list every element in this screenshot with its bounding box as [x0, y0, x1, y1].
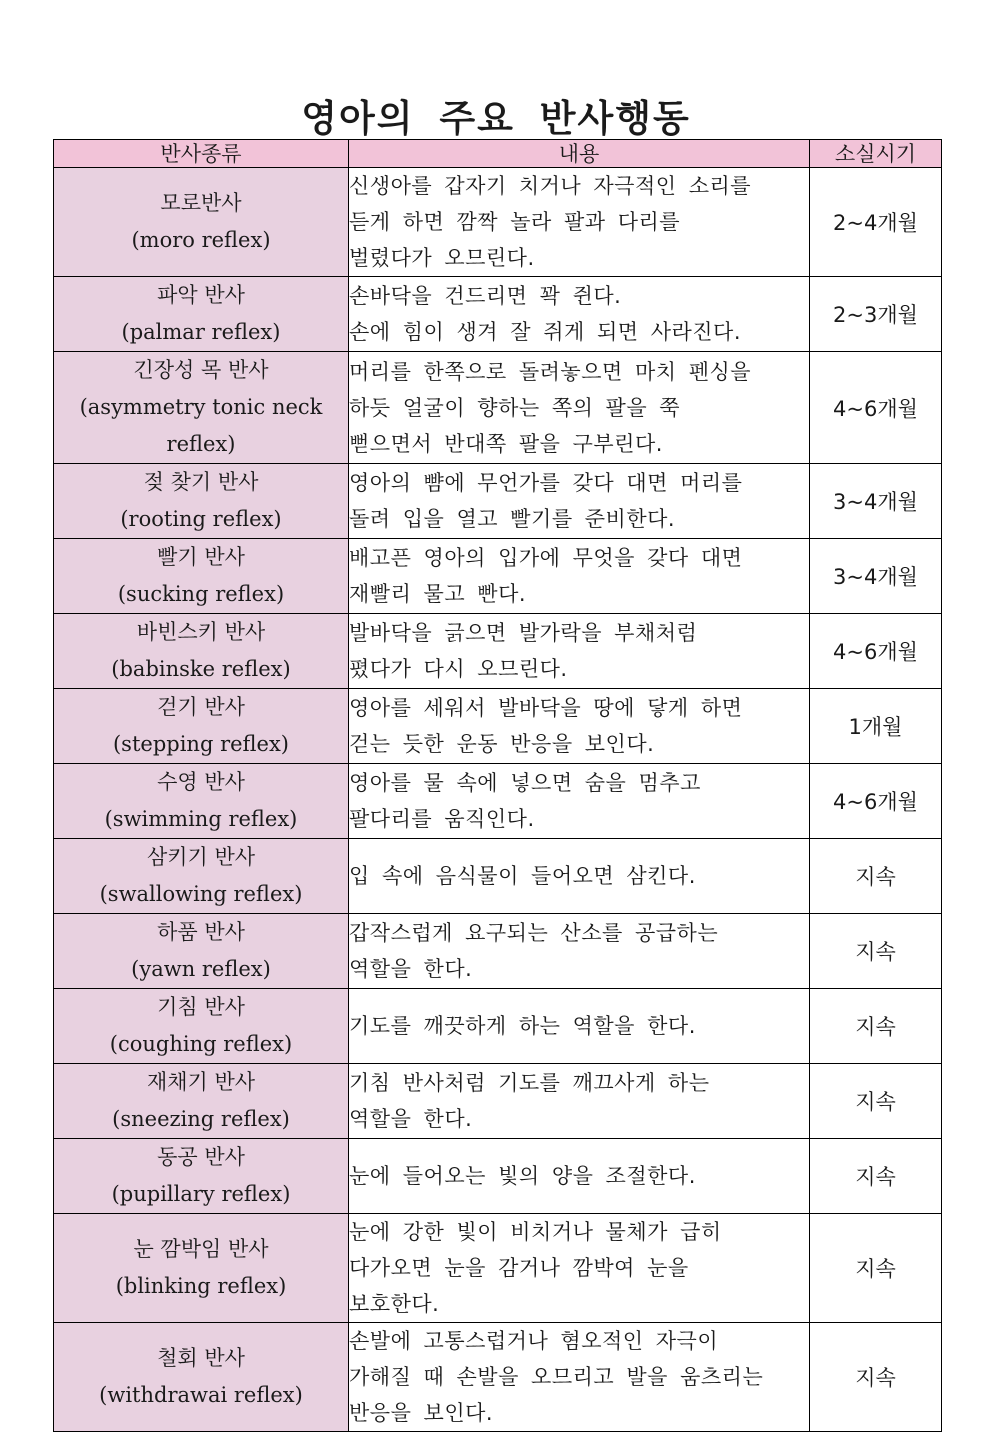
reflex-description-cell — [349, 1323, 810, 1432]
description-line: 발바닥을 긁으면 발가락을 부채처럼 — [349, 621, 698, 645]
table-row — [54, 1214, 942, 1323]
disappearance-period-cell: 4~6개월 — [810, 764, 942, 839]
table-row — [54, 1323, 942, 1432]
disappearance-period-cell: 4~6개월 — [810, 614, 942, 689]
reflex-type-cell — [54, 168, 349, 277]
description-line: 눈에 강한 빛이 비치거나 물체가 급히 — [349, 1220, 722, 1244]
description-line: 신생아를 갑자기 치거나 자극적인 소리를 — [349, 174, 752, 198]
disappearance-period-cell: 지속 — [810, 1064, 942, 1139]
reflex-description-cell — [349, 614, 810, 689]
description-line: 역할을 한다. — [349, 957, 473, 981]
description-line: 폈다가 다시 오므린다. — [349, 657, 568, 681]
reflex-description-cell — [349, 539, 810, 614]
description-line: 영아의 뺨에 무언가를 갖다 대면 머리를 — [349, 471, 743, 495]
reflex-type-cell — [54, 1064, 349, 1139]
disappearance-period-cell: 1개월 — [810, 689, 942, 764]
table-row — [54, 1139, 942, 1214]
description-line: 걷는 듯한 운동 반응을 보인다. — [349, 732, 655, 756]
reflex-name-ko: 눈 깜박임 반사 — [133, 1237, 269, 1261]
description-line: 벌렸다가 오므린다. — [349, 246, 535, 270]
reflex-type-cell — [54, 539, 349, 614]
table-header-row — [54, 140, 942, 168]
reflex-description-cell — [349, 1214, 810, 1323]
description-line: 가해질 때 손발을 오므리고 발을 움츠리는 — [349, 1365, 764, 1389]
description-line: 배고픈 영아의 입가에 무엇을 갖다 대면 — [349, 546, 743, 570]
header-description: 내용 — [349, 140, 810, 168]
header-disappearance-period: 소실시기 — [810, 140, 942, 168]
description-line: 기침 반사처럼 기도를 깨끄사게 하는 — [349, 1071, 710, 1095]
reflex-name-ko: 긴장성 목 반사 — [133, 358, 269, 382]
reflex-name-ko: 기침 반사 — [157, 995, 245, 1019]
reflex-name-en: (coughing reflex) — [109, 1032, 293, 1056]
reflex-name-en: (rooting reflex) — [120, 507, 282, 531]
header-reflex-type: 반사종류 — [54, 140, 349, 168]
table-row — [54, 277, 942, 352]
description-line: 반응을 보인다. — [349, 1401, 494, 1425]
page-title: 영아의 주요 반사행동 — [301, 97, 691, 140]
reflex-name-en: (stepping reflex) — [112, 732, 290, 756]
description-line: 팔다리를 움직인다. — [349, 807, 535, 831]
reflex-name-ko: 재채기 반사 — [146, 1070, 256, 1094]
reflex-table — [53, 139, 942, 1432]
reflex-name-ko: 모로반사 — [160, 191, 242, 215]
reflex-description-cell — [349, 352, 810, 464]
reflex-name-en: (asymmetry tonic neck — [79, 395, 323, 419]
description-line: 하듯 얼굴이 향하는 쪽의 팔을 쭉 — [349, 395, 681, 420]
table-row — [54, 539, 942, 614]
reflex-name-ko: 빨기 반사 — [157, 545, 245, 569]
reflex-type-cell — [54, 464, 349, 539]
reflex-name-ko: 동공 반사 — [157, 1145, 245, 1169]
reflex-description-cell — [349, 464, 810, 539]
reflex-type-cell — [54, 352, 349, 464]
description-line: 손발에 고통스럽거나 혐오적인 자극이 — [349, 1329, 719, 1353]
reflex-name-en: (withdrawai reflex) — [99, 1383, 303, 1407]
disappearance-period-cell: 지속 — [810, 1323, 942, 1432]
description-line: 머리를 한쪽으로 돌려놓으면 마치 펜싱을 — [349, 359, 752, 384]
reflex-description-cell — [349, 1064, 810, 1139]
reflex-name-en: (swallowing reflex) — [99, 882, 303, 906]
reflex-name-en: (moro reflex) — [131, 228, 271, 252]
reflex-type-cell — [54, 914, 349, 989]
disappearance-period-cell: 지속 — [810, 914, 942, 989]
reflex-description-cell — [349, 839, 810, 914]
reflex-name-en: (yawn reflex) — [131, 957, 271, 981]
reflex-name-en: (sneezing reflex) — [112, 1107, 290, 1131]
reflex-type-cell — [54, 839, 349, 914]
table-row — [54, 464, 942, 539]
description-line: 기도를 깨끗하게 하는 역할을 한다. — [349, 1014, 696, 1038]
description-line: 영아를 물 속에 넣으면 숨을 멈추고 — [349, 771, 701, 795]
reflex-name-ko: 수영 반사 — [157, 770, 245, 794]
reflex-description-cell — [349, 168, 810, 277]
description-line: 돌려 입을 열고 빨기를 준비한다. — [349, 507, 676, 531]
reflex-type-cell — [54, 614, 349, 689]
reflex-name-ko: 파악 반사 — [157, 283, 245, 307]
disappearance-period-cell: 지속 — [810, 1139, 942, 1214]
table-row — [54, 168, 942, 277]
reflex-name-en-cont: reflex) — [166, 432, 236, 456]
table-row — [54, 689, 942, 764]
disappearance-period-cell: 3~4개월 — [810, 539, 942, 614]
reflex-name-ko: 걷기 반사 — [157, 695, 245, 719]
reflex-description-cell — [349, 914, 810, 989]
disappearance-period-cell: 지속 — [810, 1214, 942, 1323]
reflex-description-cell — [349, 989, 810, 1064]
reflex-name-ko: 하품 반사 — [157, 920, 245, 944]
table-row — [54, 989, 942, 1064]
disappearance-period-cell: 3~4개월 — [810, 464, 942, 539]
reflex-name-ko: 철회 반사 — [157, 1346, 245, 1370]
reflex-description-cell — [349, 1139, 810, 1214]
description-line: 역할을 한다. — [349, 1107, 473, 1131]
table-row — [54, 1064, 942, 1139]
table-row — [54, 352, 942, 464]
reflex-description-cell — [349, 689, 810, 764]
description-line: 재빨리 물고 빤다. — [349, 582, 527, 606]
description-line: 듣게 하면 깜짝 놀라 팔과 다리를 — [349, 210, 681, 234]
reflex-name-en: (blinking reflex) — [115, 1274, 287, 1298]
description-line: 손바닥을 건드리면 꽉 쥔다. — [349, 284, 622, 308]
description-line: 영아를 세워서 발바닥을 땅에 닿게 하면 — [349, 696, 743, 720]
reflex-name-en: (sucking reflex) — [117, 582, 285, 606]
table-row — [54, 839, 942, 914]
reflex-description-cell — [349, 277, 810, 352]
table-row — [54, 614, 942, 689]
reflex-name-ko: 삼키기 반사 — [146, 845, 256, 869]
description-line: 입 속에 음식물이 들어오면 삼킨다. — [349, 864, 696, 888]
disappearance-period-cell: 2~3개월 — [810, 277, 942, 352]
reflex-type-cell — [54, 277, 349, 352]
disappearance-period-cell: 지속 — [810, 989, 942, 1064]
reflex-type-cell — [54, 689, 349, 764]
disappearance-period-cell: 4~6개월 — [810, 352, 942, 464]
disappearance-period-cell: 지속 — [810, 839, 942, 914]
reflex-name-en: (babinske reflex) — [111, 657, 291, 681]
reflex-description-cell — [349, 764, 810, 839]
table-row — [54, 914, 942, 989]
reflex-type-cell — [54, 764, 349, 839]
description-line: 뻗으면서 반대쪽 팔을 구부린다. — [349, 431, 663, 456]
disappearance-period-cell: 2~4개월 — [810, 168, 942, 277]
description-line: 다가오면 눈을 감거나 깜박여 눈을 — [349, 1256, 689, 1280]
table-row — [54, 764, 942, 839]
reflex-name-en: (swimming reflex) — [104, 807, 298, 831]
description-line: 보호한다. — [349, 1292, 440, 1316]
reflex-name-ko: 젖 찾기 반사 — [143, 470, 259, 494]
description-line: 손에 힘이 생겨 잘 쥐게 되면 사라진다. — [349, 320, 742, 344]
reflex-type-cell — [54, 1139, 349, 1214]
description-line: 갑작스럽게 요구되는 산소를 공급하는 — [349, 921, 719, 945]
reflex-type-cell — [54, 1323, 349, 1432]
reflex-type-cell — [54, 989, 349, 1064]
reflex-name-ko: 바빈스키 반사 — [136, 620, 266, 644]
description-line: 눈에 들어오는 빛의 양을 조절한다. — [349, 1164, 696, 1188]
reflex-name-en: (pupillary reflex) — [111, 1182, 291, 1206]
reflex-name-en: (palmar reflex) — [121, 320, 281, 344]
reflex-type-cell — [54, 1214, 349, 1323]
